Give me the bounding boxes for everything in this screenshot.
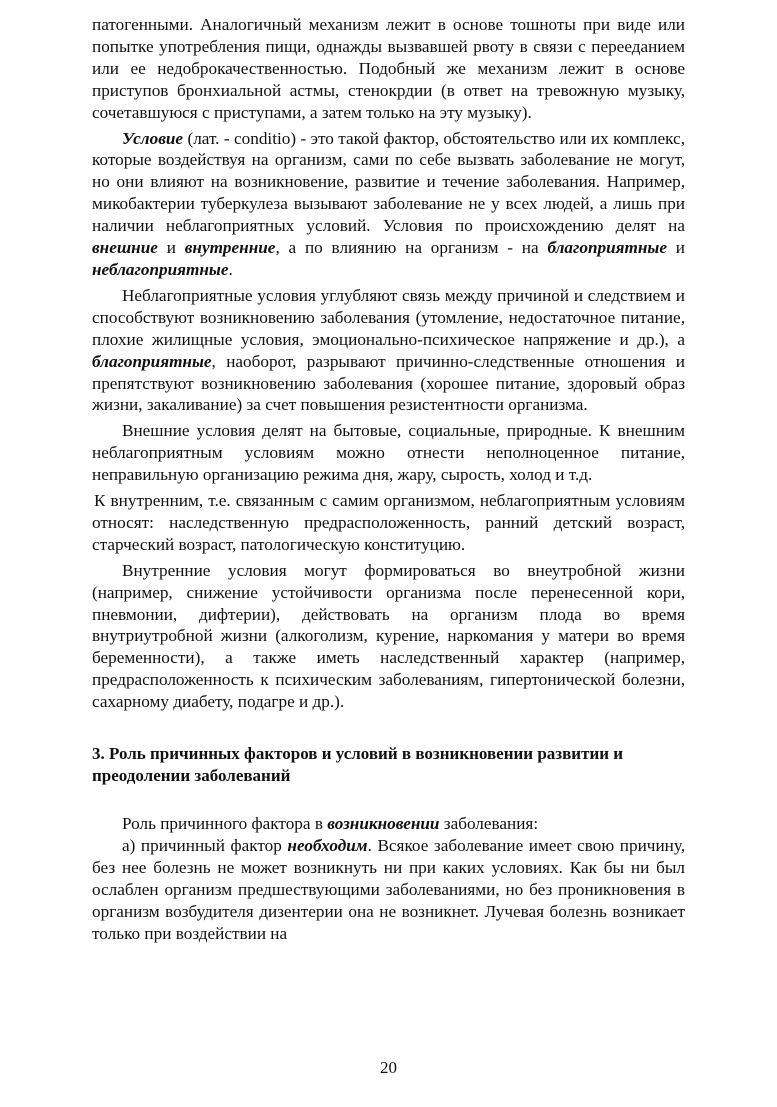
term-external: внешние	[92, 238, 158, 258]
paragraph-internal-conditions: К внутренним, т.е. связанным с самим организмом, неблагоприятным условиям относят: наследственную предрасположенность, ранний детский возраст, старческий возраст, патологическую конституцию.	[92, 491, 685, 554]
paragraph-continuation: патогенными. Аналогичный механизм лежит в основе тошноты при виде или попытке употребления пищи, однажды вызвавшей рвоту в связи с перееданием или ее недоброкачественностью. Подобный же механизм лежит в основе приступов бронхиальной астмы, стенокрдии (в ответ на тревожную музыку, сочетавшуюся с приступами, а затем только на эту музыку).	[92, 15, 685, 122]
term-unfavorable: неблагоприятные	[92, 259, 229, 279]
paragraph-causal-role	[92, 813, 685, 835]
text-span: , а по влиянию на организм - на	[275, 238, 548, 258]
page-number: 20	[380, 1058, 397, 1077]
text-span: .	[228, 259, 233, 279]
text-span: Роль причинного фактора в	[122, 814, 328, 834]
paragraph-condition-definition	[92, 128, 685, 281]
text-span: и	[157, 238, 185, 258]
text-span: а) причинный фактор	[122, 836, 288, 855]
section-heading: 3. Роль причинных факторов и условий в возникновении развитии и преодолении заболеваний	[92, 744, 624, 786]
paragraph-internal-formation: Внутренние условия могут формироваться во внеутробной жизни (например, снижение устойчивости организма после перенесенной кори, пневмонии, дифтерии), действовать на организм плода во время внутриутробной жизни (алкоголизм, курение, наркомания у матери во время беременности), а также иметь наследственный характер (например, предрасположенность к психическим заболеваниям, гипертонической болезни, сахарному диабету, подагре и др.).	[92, 560, 685, 712]
paragraph-cause-necessary	[92, 835, 685, 945]
text-span: (лат. - conditio) - это такой фактор, обстоятельство или их комплекс, которые воздействуя на организм, сами по себе вызвать заболевание не могут, но они влияют на возникновение, развитие и течение заболевания. Например, микобактерии туберкулеза вызывают заболевание не у всех людей, а лишь при наличии неблагоприятных условий. Условия по происхождению делят на	[92, 128, 685, 236]
term-favorable: благоприятные	[92, 351, 212, 371]
text-span: . Всякое заболевание имеет свою причину, без нее болезнь не может возникнуть ни при каких условиях. Как бы ни был ослаблен организм предшествующими заболеваниями, но без проникновения в организм возбудителя дизентерии она не возникнет. Лучевая болезнь возникает только при воздействии на	[92, 836, 686, 943]
text-span: , наоборот, разрывают причинно-следственные отношения и препятствуют возникновению заболевания (хорошее питание, здоровый образ жизни, закаливание) за счет повышения резистентности организма.	[92, 351, 685, 415]
term-onset: возникновении	[327, 814, 440, 834]
term-condition: Условие	[122, 128, 184, 148]
text-span: и	[667, 238, 686, 258]
paragraph-external-conditions: Внешние условия делят на бытовые, социальные, природные. К внешним неблагоприятным условиям можно отнести неполноценное питание, неправильную организацию режима дня, жару, сырость, холод и т.д.	[92, 421, 685, 485]
text-span: заболевания:	[439, 814, 539, 834]
text-span: Неблагоприятные условия углубляют связь между причиной и следствием и способствуют возникновению заболевания (утомление, недостаточное питание, плохие жилищные условия, эмоционально-психическое напряжение и др.), а	[92, 285, 685, 349]
term-favorable: благоприятные	[547, 238, 667, 258]
term-internal: внутренние	[184, 238, 276, 258]
term-necessary: необходим	[287, 836, 368, 855]
paragraph-unfavorable-conditions	[92, 285, 685, 416]
